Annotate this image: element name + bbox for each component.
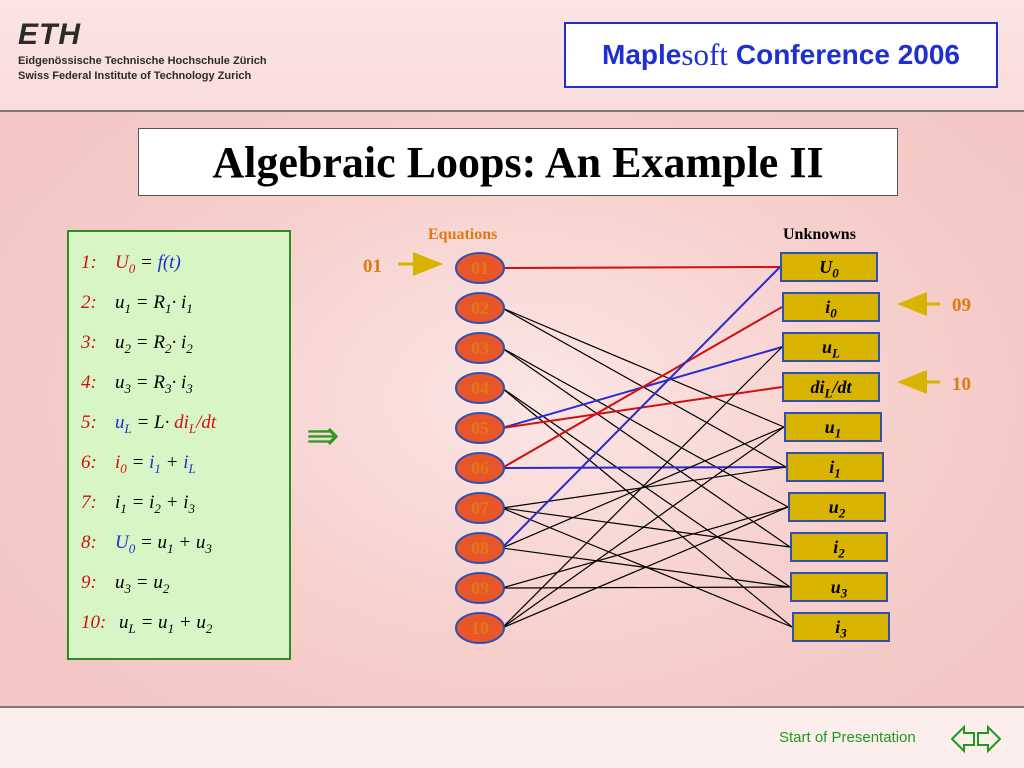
equation-node-label: 10 <box>471 618 489 638</box>
graph-edge <box>502 587 790 588</box>
unknown-subscript: 2 <box>838 545 845 561</box>
assigned-label-10: 10 <box>952 374 971 395</box>
equation-8: 8: $U_0 = u_1 + u_3$ <box>81 532 212 556</box>
unknown-symbol: i <box>835 617 841 637</box>
unknown-subscript: 1 <box>834 465 841 481</box>
graph-edge <box>502 467 786 468</box>
equation-6: 6: $i_0 = i_1 + i_L$ <box>81 452 196 476</box>
maple-word: Maple <box>602 39 682 70</box>
graph-edge <box>502 267 780 268</box>
equation-node <box>456 453 504 483</box>
equation-node <box>456 573 504 603</box>
unknown-symbol: i <box>829 457 835 477</box>
graph-edge <box>502 347 782 628</box>
slide-title: Algebraic Loops: An Example II <box>212 137 824 187</box>
unknown-symbol: u <box>822 337 833 357</box>
eth-logo: ETH <box>18 18 81 51</box>
unknown-suffix: /dt <box>832 377 852 397</box>
graph-edge <box>502 348 790 547</box>
unknown-subscript: 0 <box>832 265 839 281</box>
eth-name-german: Eidgenössische Technische Hochschule Zürich <box>18 55 267 67</box>
equation-node <box>456 533 504 563</box>
unknown-subscript: L <box>832 345 840 361</box>
unknown-box <box>792 612 890 642</box>
equation-2: 2: $u_1 = R_1\cdot i_1$ <box>81 292 193 316</box>
equation-node-label: 09 <box>471 578 489 598</box>
equation-node-label: 07 <box>471 498 489 518</box>
unknown-subscript: 3 <box>840 585 848 601</box>
unknowns-header: Unknowns <box>783 226 856 243</box>
unknown-subscript: 0 <box>830 305 837 321</box>
input-label: 01 <box>363 256 382 277</box>
unknown-symbol: i <box>833 537 839 557</box>
unknown-box <box>780 252 878 282</box>
equation-10: 10: $u_L = u_1 + u_2$ <box>81 612 213 636</box>
unknown-subscript: 1 <box>834 425 842 441</box>
equation-node-label: 03 <box>471 338 489 358</box>
equation-node <box>456 293 504 323</box>
graph-edge <box>502 427 784 628</box>
conference-title: Conference 2006 <box>735 39 960 70</box>
graph-edge <box>502 507 788 588</box>
equation-5: 5: $u_L = L\cdot di_L/dt$ <box>81 412 217 436</box>
graph-edge <box>502 388 792 627</box>
unknown-box <box>786 452 884 482</box>
unknown-symbol: i <box>825 297 831 317</box>
unknown-symbol: di <box>810 377 825 397</box>
soft-word: soft <box>681 37 728 72</box>
unknown-subscript: 2 <box>838 505 846 521</box>
unknown-box <box>784 412 882 442</box>
equation-node-label: 05 <box>471 418 489 438</box>
equation-1: 1: $U_0 = f(t)$ <box>81 252 181 276</box>
unknown-box <box>782 332 880 362</box>
unknown-symbol: u <box>828 497 839 517</box>
equation-3: 3: $u_2 = R_2\cdot i_2$ <box>81 332 193 356</box>
equation-9: 9: $u_3 = u_2$ <box>81 572 170 596</box>
assigned-label-09: 09 <box>952 295 971 316</box>
unknown-subscript: L <box>824 385 833 401</box>
implies-arrow-icon: ⇛ <box>306 413 340 458</box>
navigation-arrows-icon[interactable] <box>950 722 1002 756</box>
equation-node-label: 01 <box>471 258 489 278</box>
equation-node <box>456 493 504 523</box>
unknown-box <box>782 372 880 402</box>
equation-node <box>456 333 504 363</box>
graph-edge <box>502 348 788 507</box>
equation-node <box>456 373 504 403</box>
equation-node <box>456 253 504 283</box>
equation-node-label: 04 <box>471 378 489 398</box>
equation-node-label: 06 <box>471 458 489 478</box>
unknown-symbol: u <box>824 417 835 437</box>
start-of-presentation-link[interactable]: Start of Presentation <box>779 729 916 746</box>
equation-node <box>456 413 504 443</box>
graph-edge <box>502 508 790 547</box>
equation-4: 4: $u_3 = R_3\cdot i_3$ <box>81 372 193 396</box>
unknown-box <box>788 492 886 522</box>
equation-node-label: 02 <box>471 298 489 318</box>
graph-edge <box>502 308 784 427</box>
unknown-symbol: u <box>830 577 841 597</box>
eth-name-english: Swiss Federal Institute of Technology Zurich <box>18 70 252 82</box>
unknown-box <box>782 292 880 322</box>
unknown-subscript: 3 <box>840 625 847 641</box>
unknown-box <box>790 572 888 602</box>
unknown-box <box>790 532 888 562</box>
equation-node <box>456 613 504 643</box>
equation-node-label: 08 <box>471 538 489 558</box>
equations-header: Equations <box>428 226 498 243</box>
unknown-symbol: U <box>819 257 833 277</box>
equation-7: 7: $i_1 = i_2 + i_3$ <box>81 492 195 516</box>
